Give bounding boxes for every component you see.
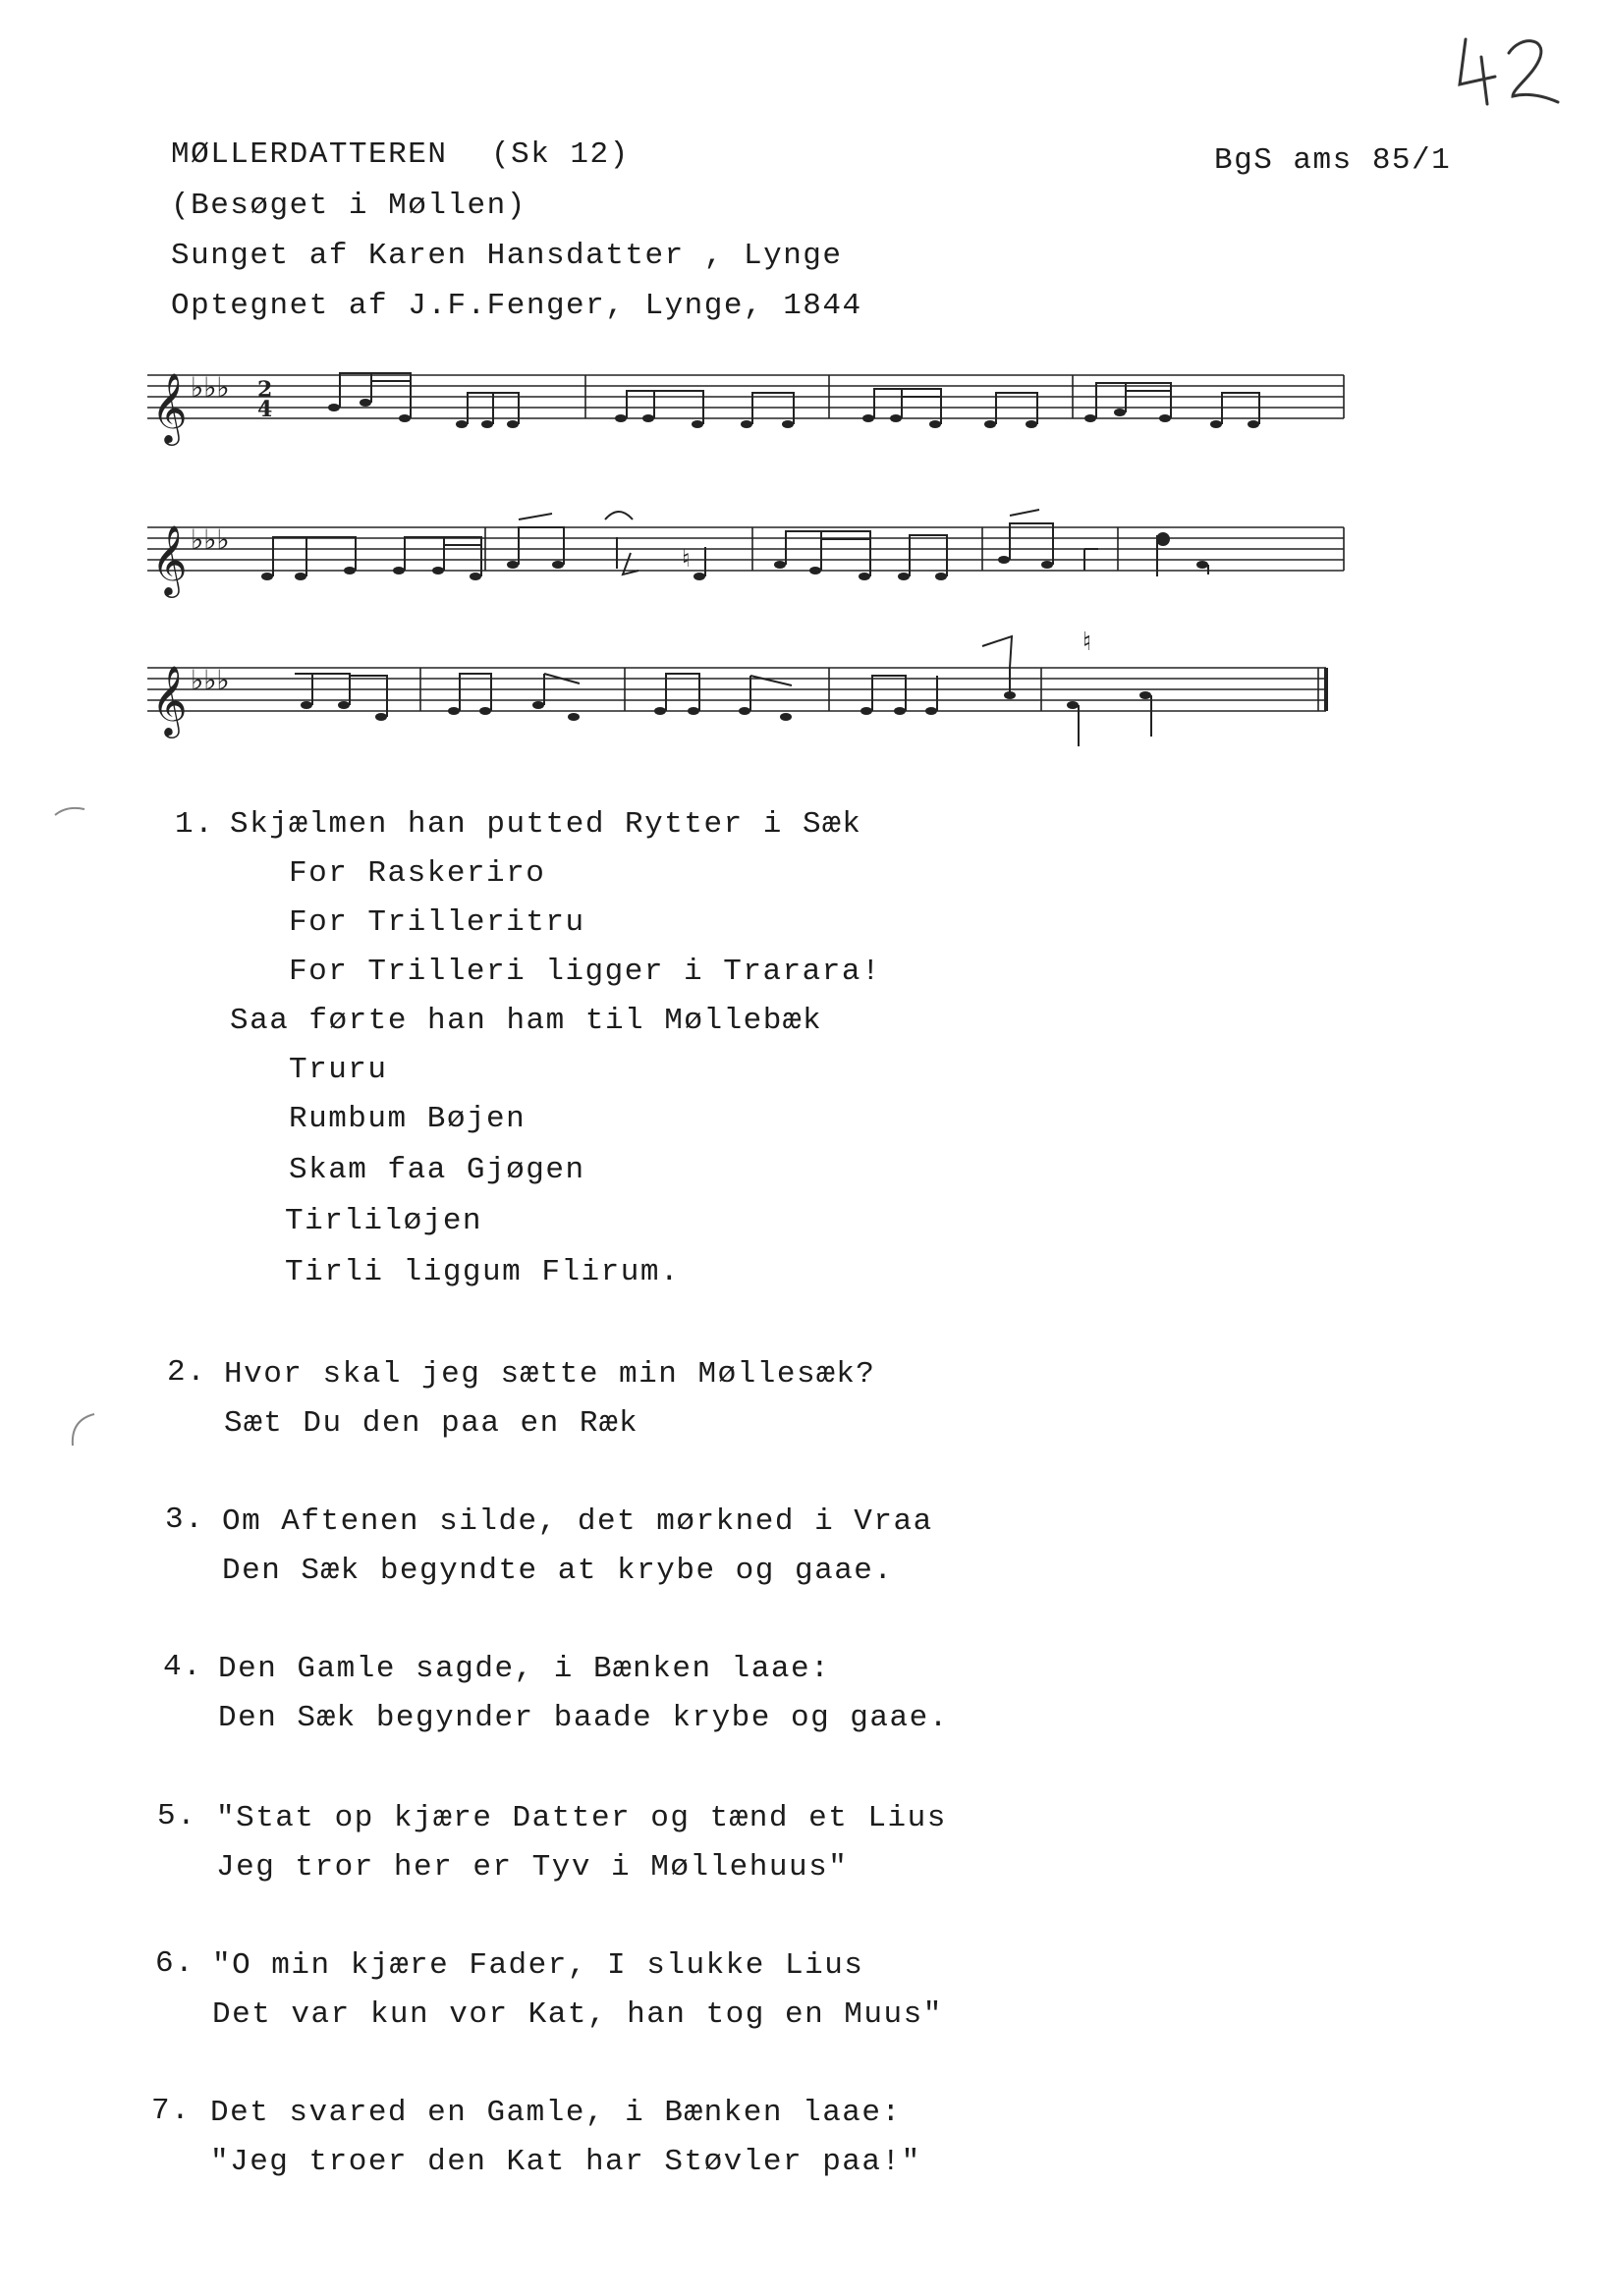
svg-text:♭♭♭: ♭♭♭ [191,523,230,556]
svg-text:2: 2 [257,377,273,403]
verse-1-line-5: Saa førte han ham til Møllebæk [230,1004,823,1038]
song-subtitle: (Besøget i Møllen) [171,189,527,223]
svg-text:𝄞: 𝄞 [151,664,188,736]
verse-5-line-2: Jeg tror her er Tyv i Møllehuus" [216,1850,849,1885]
singer-line: Sunget af Karen Hansdatter , Lynge [171,239,843,273]
margin-mark [51,803,90,823]
svg-text:♭♭♭: ♭♭♭ [191,664,230,696]
svg-text:4: 4 [257,397,273,422]
handwritten-page-number [1452,27,1570,116]
verse-1-line-1: Skjælmen han putted Rytter i Sæk [230,807,862,842]
verse-5-number: 5. [157,1799,197,1833]
verse-7-number: 7. [151,2094,192,2128]
verse-6-line-1: "O min kjære Fader, I slukke Lius [212,1948,864,1983]
verse-3-number: 3. [165,1503,205,1537]
verse-2-number: 2. [167,1355,207,1390]
verse-1-line-3: For Trilleritru [289,905,585,940]
verse-3-line-1: Om Aftenen silde, det mørkned i Vraa [222,1504,933,1539]
svg-text:♮: ♮ [682,545,691,573]
verse-2-line-2: Sæt Du den paa en Ræk [224,1406,639,1441]
verse-1-line-8: Skam faa Gjøgen [289,1153,585,1187]
music-staff-1 [147,354,1346,471]
svg-text:𝄞: 𝄞 [151,371,188,443]
svg-text:𝄞: 𝄞 [151,523,188,595]
verse-1-line-6: Truru [289,1053,388,1087]
svg-text:♭♭♭: ♭♭♭ [191,371,230,404]
verse-6-line-2: Det var kun vor Kat, han tog en Muus" [212,1997,943,2032]
verse-1-line-9: Tirliløjen [285,1204,483,1238]
music-staff-3 [147,629,1346,766]
verse-3-line-2: Den Sæk begyndte at krybe og gaae. [222,1554,894,1588]
verse-2-line-1: Hvor skal jeg sætte min Møllesæk? [224,1357,876,1392]
archive-reference: BgS ams 85/1 [1214,143,1452,178]
verse-4-line-1: Den Gamle sagde, i Bænken laae: [218,1652,831,1686]
recorded-line: Optegnet af J.F.Fenger, Lynge, 1844 [171,289,862,323]
verse-7-line-1: Det svared en Gamle, i Bænken laae: [210,2096,902,2130]
song-title: MØLLERDATTEREN [171,137,448,172]
song-reference: (Sk 12) [491,137,630,172]
verse-1-line-10: Tirli liggum Flirum. [285,1255,681,1289]
verse-1-line-4: For Trilleri ligger i Trarara! [289,955,882,989]
verse-5-line-1: "Stat op kjære Datter og tænd et Lius [216,1801,947,1835]
music-staff-2 [147,496,1346,624]
verse-7-line-2: "Jeg troer den Kat har Støvler paa!" [210,2145,921,2179]
verse-4-line-2: Den Sæk begynder baade krybe og gaae. [218,1701,949,1735]
verse-1-line-2: For Raskeriro [289,856,546,891]
svg-text:♮: ♮ [1082,629,1092,657]
verse-1-number: 1. [175,807,215,842]
verse-6-number: 6. [155,1946,195,1981]
verse-4-number: 4. [163,1650,203,1684]
verse-1-line-7: Rumbum Bøjen [289,1102,527,1136]
margin-mark [63,1410,102,1449]
